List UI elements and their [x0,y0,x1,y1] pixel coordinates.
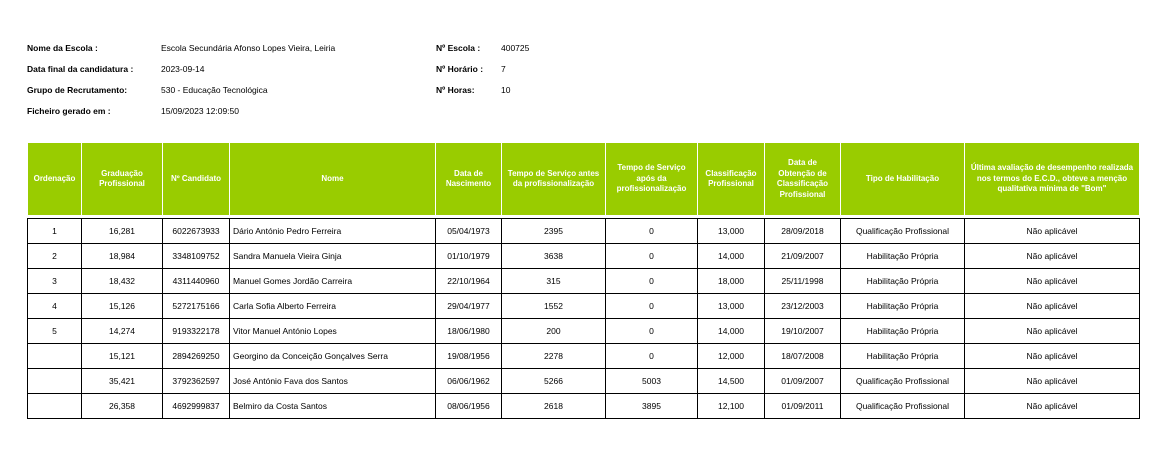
cell-data-classificacao: 25/11/1998 [765,269,841,294]
cell-nascimento: 22/10/1964 [436,269,502,294]
cell-classificacao: 13,000 [698,219,765,244]
cell-servico-antes: 3638 [502,244,606,269]
generated-label: Ficheiro gerado em : [27,106,111,116]
table-row [28,394,1140,419]
cell-classificacao: 13,000 [698,294,765,319]
cell-avaliacao: Não aplicável [965,369,1140,394]
table-header-row [28,143,1140,216]
cell-graduacao: 15,126 [82,294,163,319]
recruitment-group-label: Grupo de Recrutamento: [27,85,128,95]
hours-label: Nº Horas: [436,85,475,95]
col-header-avaliacao: Última avaliação de desempenho realizada nos termos do E.C.D., obteve a menção qualitativa mínima de "Bom" [965,143,1140,216]
cell-habilitacao: Habilitação Própria [841,294,965,319]
cell-nome: Sandra Manuela Vieira Ginja [230,244,436,269]
cell-ordenacao: 5 [28,319,82,344]
cell-ordenacao [28,344,82,369]
cell-nome: Belmiro da Costa Santos [230,394,436,419]
cell-nascimento: 06/06/1962 [436,369,502,394]
cell-graduacao: 18,432 [82,269,163,294]
cell-classificacao: 12,000 [698,344,765,369]
cell-servico-antes: 2618 [502,394,606,419]
cell-data-classificacao: 28/09/2018 [765,219,841,244]
recruitment-group-value: 530 - Educação Tecnológica [161,85,268,95]
cell-ordenacao: 3 [28,269,82,294]
cell-habilitacao: Qualificação Profissional [841,219,965,244]
school-name-label: Nome da Escola : [27,43,98,53]
table-row [28,369,1140,394]
cell-graduacao: 18,984 [82,244,163,269]
cell-servico-apos: 5003 [606,369,698,394]
cell-nome: Dário António Pedro Ferreira [230,219,436,244]
cell-servico-apos: 0 [606,294,698,319]
cell-servico-apos: 3895 [606,394,698,419]
col-header-ordenacao: Ordenação [28,143,82,216]
cell-ordenacao: 2 [28,244,82,269]
table-row [28,219,1140,244]
cell-nome: Georgino da Conceição Gonçalves Serra [230,344,436,369]
cell-graduacao: 26,358 [82,394,163,419]
cell-habilitacao: Habilitação Própria [841,319,965,344]
cell-servico-antes: 200 [502,319,606,344]
cell-nome: José António Fava dos Santos [230,369,436,394]
cell-candidato: 2894269250 [163,344,230,369]
cell-ordenacao [28,369,82,394]
cell-classificacao: 14,000 [698,244,765,269]
cell-classificacao: 12,100 [698,394,765,419]
cell-graduacao: 15,121 [82,344,163,369]
col-header-nome: Nome [230,143,436,216]
cell-ordenacao [28,394,82,419]
table-row [28,319,1140,344]
cell-servico-antes: 2395 [502,219,606,244]
cell-candidato: 4692999837 [163,394,230,419]
cell-nascimento: 29/04/1977 [436,294,502,319]
school-name-value: Escola Secundária Afonso Lopes Vieira, Leiria [161,43,336,53]
col-header-classificacao: Classificação Profissional [698,143,765,216]
col-header-candidato: Nº Candidato [163,143,230,216]
cell-servico-apos: 0 [606,269,698,294]
col-header-nascimento: Data de Nascimento [436,143,502,216]
cell-data-classificacao: 23/12/2003 [765,294,841,319]
col-header-data-classificacao: Data de Obtenção de Classificação Profissional [765,143,841,216]
school-number-value: 400725 [501,43,530,53]
cell-classificacao: 14,500 [698,369,765,394]
schedule-number-label: Nº Horário : [436,64,484,74]
school-number-label: Nº Escola : [436,43,481,53]
cell-servico-apos: 0 [606,344,698,369]
cell-avaliacao: Não aplicável [965,344,1140,369]
cell-ordenacao: 1 [28,219,82,244]
cell-avaliacao: Não aplicável [965,244,1140,269]
cell-habilitacao: Habilitação Própria [841,269,965,294]
cell-servico-apos: 0 [606,244,698,269]
cell-candidato: 3348109752 [163,244,230,269]
cell-habilitacao: Qualificação Profissional [841,369,965,394]
deadline-value: 2023-09-14 [161,64,205,74]
cell-servico-antes: 2278 [502,344,606,369]
table-row [28,344,1140,369]
cell-habilitacao: Habilitação Própria [841,344,965,369]
cell-habilitacao: Habilitação Própria [841,244,965,269]
cell-candidato: 3792362597 [163,369,230,394]
deadline-label: Data final da candidatura : [27,64,134,74]
table-row [28,294,1140,319]
cell-graduacao: 35,421 [82,369,163,394]
cell-avaliacao: Não aplicável [965,269,1140,294]
cell-nome: Manuel Gomes Jordão Carreira [230,269,436,294]
cell-ordenacao: 4 [28,294,82,319]
candidates-table [27,142,1140,419]
cell-data-classificacao: 19/10/2007 [765,319,841,344]
cell-nome: Vitor Manuel António Lopes [230,319,436,344]
cell-nascimento: 01/10/1979 [436,244,502,269]
cell-candidato: 9193322178 [163,319,230,344]
cell-avaliacao: Não aplicável [965,319,1140,344]
cell-data-classificacao: 21/09/2007 [765,244,841,269]
hours-value: 10 [501,85,511,95]
cell-nascimento: 18/06/1980 [436,319,502,344]
col-header-servico-apos: Tempo de Serviço após da profissionalização [606,143,698,216]
cell-servico-antes: 315 [502,269,606,294]
cell-graduacao: 14,274 [82,319,163,344]
cell-nascimento: 05/04/1973 [436,219,502,244]
cell-data-classificacao: 18/07/2008 [765,344,841,369]
cell-candidato: 4311440960 [163,269,230,294]
table-body [28,219,1140,419]
col-header-servico-antes: Tempo de Serviço antes da profissionalização [502,143,606,216]
schedule-number-value: 7 [501,64,506,74]
cell-data-classificacao: 01/09/2011 [765,394,841,419]
cell-classificacao: 18,000 [698,269,765,294]
cell-servico-antes: 1552 [502,294,606,319]
col-header-graduacao: Graduação Profissional [82,143,163,216]
cell-data-classificacao: 01/09/2007 [765,369,841,394]
cell-candidato: 5272175166 [163,294,230,319]
cell-nome: Carla Sofia Alberto Ferreira [230,294,436,319]
cell-candidato: 6022673933 [163,219,230,244]
cell-nascimento: 19/08/1956 [436,344,502,369]
generated-value: 15/09/2023 12:09:50 [161,106,239,116]
cell-classificacao: 14,000 [698,319,765,344]
cell-nascimento: 08/06/1956 [436,394,502,419]
cell-avaliacao: Não aplicável [965,219,1140,244]
col-header-habilitacao: Tipo de Habilitação [841,143,965,216]
cell-servico-apos: 0 [606,319,698,344]
cell-servico-apos: 0 [606,219,698,244]
cell-habilitacao: Qualificação Profissional [841,394,965,419]
table-row [28,244,1140,269]
cell-avaliacao: Não aplicável [965,294,1140,319]
table-row [28,269,1140,294]
cell-graduacao: 16,281 [82,219,163,244]
cell-servico-antes: 5266 [502,369,606,394]
cell-avaliacao: Não aplicável [965,394,1140,419]
